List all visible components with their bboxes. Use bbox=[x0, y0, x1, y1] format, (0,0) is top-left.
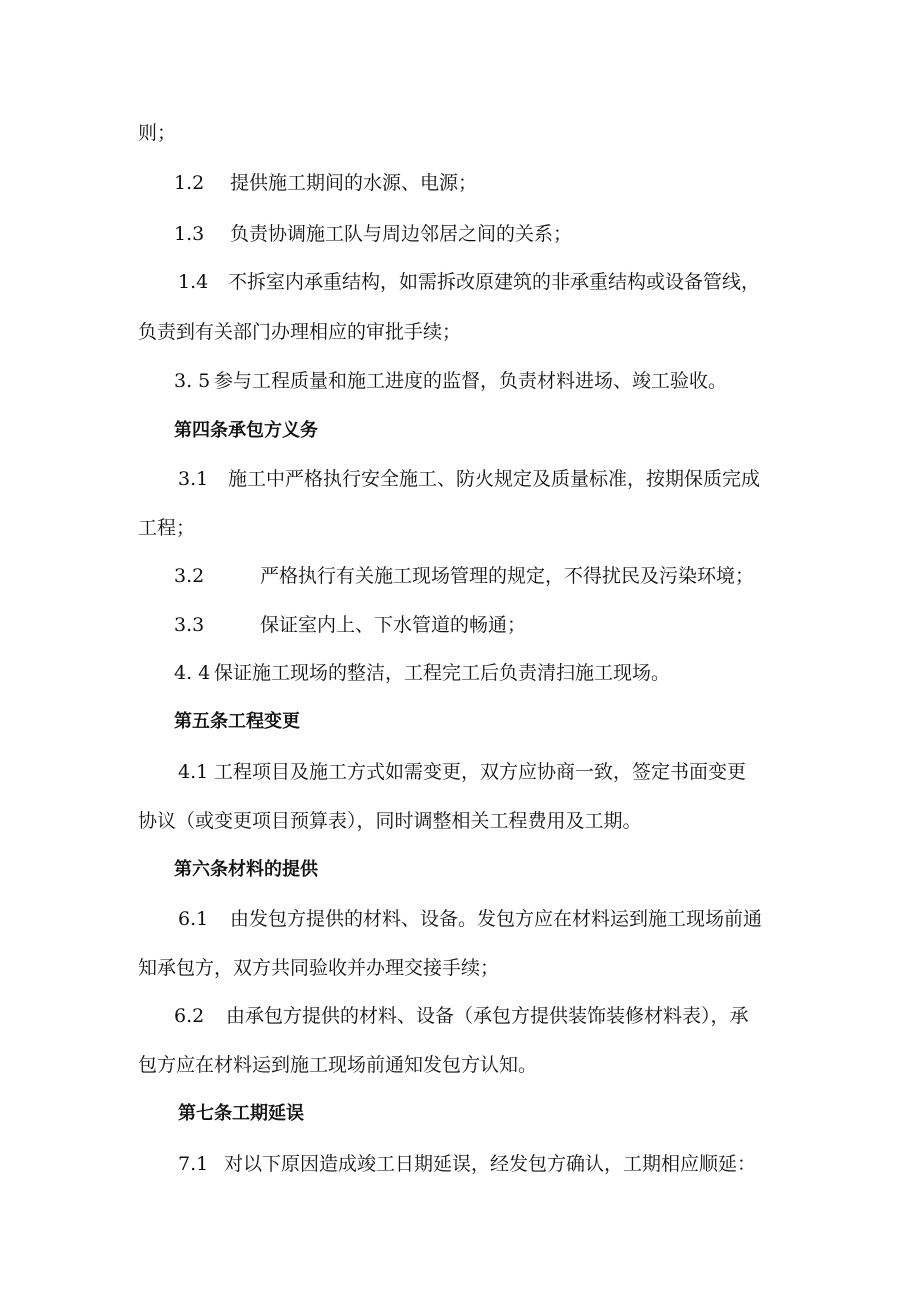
section-heading bbox=[174, 709, 300, 735]
text-line bbox=[138, 955, 499, 981]
clause-text: 提供施工期间的水源、电源； bbox=[230, 172, 478, 194]
clause-line bbox=[178, 906, 762, 932]
text-line bbox=[138, 120, 176, 146]
clause-line bbox=[174, 170, 477, 196]
heading-text: 第六条材料的提供 bbox=[174, 859, 318, 880]
heading-text: 第七条工期延误 bbox=[178, 1103, 304, 1124]
clause-line bbox=[178, 759, 746, 785]
clause-text: 由承包方提供的材料、设备（承包方提供装饰装修材料表），承 bbox=[226, 1005, 749, 1027]
line-text: 工程； bbox=[138, 517, 196, 539]
line-text: 知承包方，双方共同验收并办理交接手续； bbox=[138, 957, 500, 979]
clause-line bbox=[174, 1003, 749, 1029]
clause-line bbox=[178, 466, 760, 492]
clause-line bbox=[178, 1151, 756, 1177]
clause-number: 3.2 bbox=[174, 565, 205, 587]
line-text: 负责到有关部门办理相应的审批手续； bbox=[138, 321, 462, 343]
section-heading bbox=[178, 1101, 304, 1127]
clause-line bbox=[174, 660, 670, 686]
clause-number: 3.1 bbox=[178, 468, 209, 490]
section-heading bbox=[174, 418, 318, 444]
text-line bbox=[138, 319, 461, 345]
clause-line bbox=[174, 563, 754, 589]
clause-line bbox=[174, 612, 526, 638]
line-text: 则； bbox=[138, 122, 177, 144]
clause-text: 保证室内上、下水管道的畅通； bbox=[260, 614, 527, 636]
heading-text: 第五条工程变更 bbox=[174, 711, 300, 732]
clause-number: 6.2 bbox=[174, 1005, 205, 1027]
text-line bbox=[138, 515, 195, 541]
clause-line bbox=[178, 269, 760, 295]
clause-number: 3.3 bbox=[174, 614, 205, 636]
clause-line bbox=[174, 368, 727, 394]
clause-text: 负责协调施工队与周边邻居之间的关系； bbox=[230, 223, 573, 245]
clause-number: 6.1 bbox=[178, 908, 209, 930]
section-heading bbox=[174, 857, 318, 883]
clause-number: 7.1 bbox=[178, 1153, 209, 1175]
clause-text: 不拆室内承重结构，如需拆改原建筑的非承重结构或设备管线， bbox=[228, 271, 761, 293]
clause-number: 1.3 bbox=[174, 223, 205, 245]
clause-text: 由发包方提供的材料、设备。发包方应在材料运到施工现场前通 bbox=[230, 908, 763, 930]
line-text: 包方应在材料运到施工现场前通知发包方认知。 bbox=[138, 1054, 538, 1076]
clause-text: 保证施工现场的整洁，工程完工后负责清扫施工现场。 bbox=[214, 662, 671, 684]
clause-number: 4. 4 bbox=[174, 662, 211, 684]
text-line bbox=[138, 808, 642, 834]
text-line bbox=[138, 1052, 537, 1078]
heading-text: 第四条承包方义务 bbox=[174, 420, 318, 441]
clause-number: 4.1 bbox=[178, 761, 209, 783]
clause-text: 施工中严格执行安全施工、防火规定及质量标准，按期保质完成 bbox=[228, 468, 761, 490]
clause-number: 3. 5 bbox=[174, 370, 211, 392]
clause-text: 对以下原因造成竣工日期延误，经发包方确认，工期相应顺延： bbox=[224, 1153, 757, 1175]
clause-number: 1.2 bbox=[174, 172, 205, 194]
clause-number: 1.4 bbox=[178, 271, 209, 293]
clause-line bbox=[174, 221, 572, 247]
line-text: 协议（或变更项目预算表），同时调整相关工程费用及工期。 bbox=[138, 810, 642, 832]
clause-text: 参与工程质量和施工进度的监督，负责材料进场、竣工验收。 bbox=[214, 370, 728, 392]
clause-text: 工程项目及施工方式如需变更，双方应协商一致，签定书面变更 bbox=[214, 761, 747, 783]
clause-text: 严格执行有关施工现场管理的规定，不得扰民及污染环境； bbox=[260, 565, 755, 587]
